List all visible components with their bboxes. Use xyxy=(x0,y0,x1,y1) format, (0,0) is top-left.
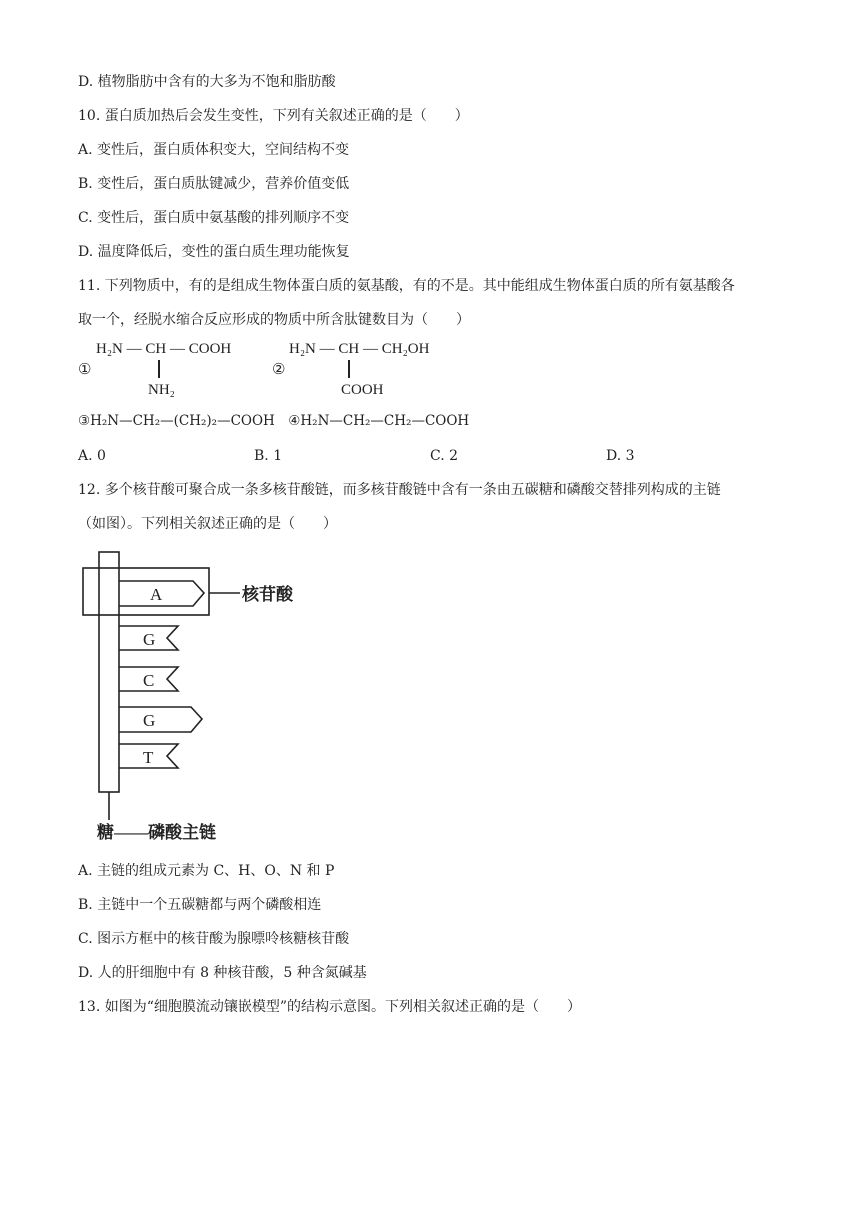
q11-stem-line1: 11. 下列物质中，有的是组成生物体蛋白质的氨基酸，有的不是。其中能组成生物体蛋白质的所有氨基酸各 xyxy=(78,278,735,294)
nucleotide-label: 核苷酸 xyxy=(242,585,293,604)
q11-option-d: D. 3 xyxy=(606,448,635,464)
q11-structures-3-4: ③H₂N—CH₂—(CH₂)₂—COOH ④H₂N—CH₂—CH₂—COOH xyxy=(78,413,470,429)
q11-option-c: C. 2 xyxy=(430,448,459,464)
q10-stem: 10. 蛋白质加热后会发生变性，下列有关叙述正确的是（ ） xyxy=(78,108,469,124)
base-c-label: C xyxy=(143,671,155,690)
nucleotide-highlight-box xyxy=(83,568,209,615)
structure-1-main-chain: H₂N — CH — COOH xyxy=(96,341,232,357)
q12-option-c: C. 图示方框中的核苷酸为腺嘌呤核糖核苷酸 xyxy=(78,931,350,947)
q12-stem-line2: （如图）。下列相关叙述正确的是（ ） xyxy=(78,516,337,532)
sugar-phosphate-backbone xyxy=(99,552,119,792)
q12-stem-line1: 12. 多个核苷酸可聚合成一条多核苷酸链，而多核苷酸链中含有一条由五碳糖和磷酸交替排列构成的主链 xyxy=(78,482,721,498)
q9-option-d: D. 植物脂肪中含有的大多为不饱和脂肪酸 xyxy=(78,74,336,90)
base-t-label: T xyxy=(143,748,154,767)
base-a-label: A xyxy=(150,585,163,604)
q13-stem: 13. 如图为“细胞膜流动镶嵌模型”的结构示意图。下列相关叙述正确的是（ ） xyxy=(78,999,582,1015)
q10-option-d: D. 温度降低后，变性的蛋白质生理功能恢复 xyxy=(78,244,350,260)
q12-option-d: D. 人的肝细胞中有 8 种核苷酸，5 种含氮碱基 xyxy=(78,965,367,981)
q11-option-b: B. 1 xyxy=(254,448,283,464)
q10-option-c: C. 变性后，蛋白质中氨基酸的排列顺序不变 xyxy=(78,210,350,226)
q11-stem-line2: 取一个，经脱水缩合反应形成的物质中所含肽键数目为（ ） xyxy=(78,312,470,328)
backbone-label: 糖——磷酸主链 xyxy=(97,823,216,842)
q10-option-b: B. 变性后，蛋白质肽键减少，营养价值变低 xyxy=(78,176,350,192)
structure-1-number: ① xyxy=(78,362,92,378)
base-g2-shape xyxy=(119,707,202,732)
q10-option-a: A. 变性后，蛋白质体积变大，空间结构不变 xyxy=(78,142,350,158)
structure-2-number: ② xyxy=(272,362,286,378)
q12-option-a: A. 主链的组成元素为 C、H、O、N 和 P xyxy=(78,863,335,879)
structure-1-side-group: NH₂ xyxy=(148,382,175,398)
base-g1-label: G xyxy=(143,630,156,649)
structure-2-side-group: COOH xyxy=(341,382,384,398)
q12-option-b: B. 主链中一个五碳糖都与两个磷酸相连 xyxy=(78,897,322,913)
structure-2-main-chain: H₂N — CH — CH₂OH xyxy=(289,341,430,357)
q11-option-a: A. 0 xyxy=(78,448,106,464)
base-g2-label: G xyxy=(143,711,156,730)
